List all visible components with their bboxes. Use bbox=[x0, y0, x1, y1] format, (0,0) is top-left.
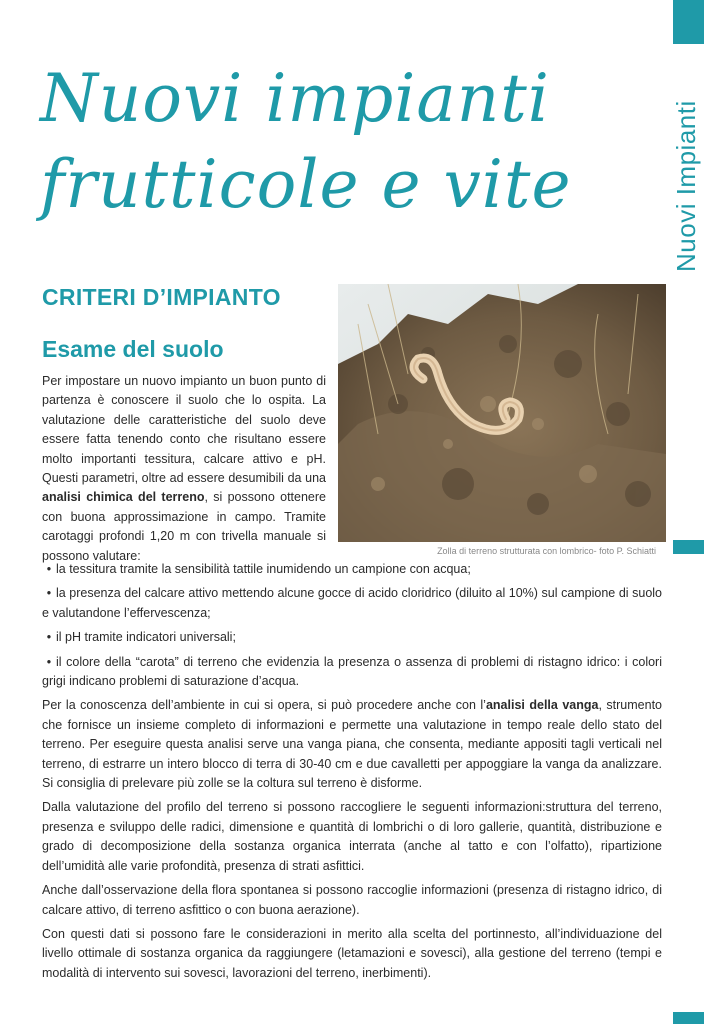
intro-text-1: Per impostare un nuovo impianto un buon punto di partenza è conoscere il suolo che lo ospita. La valutazione delle caratteristiche del suolo deve essere fatta tenendo conto che risultano essere molto importanti tessitura, calcare attivo e pH. Questi parametri, oltre ad essere desumibili da una bbox=[42, 374, 326, 486]
list-item: • la presenza del calcare attivo mettendo alcune gocce di acido cloridrico (diluito al 10%) sul campione di suolo e valutandone l’effervescenza; bbox=[42, 586, 662, 620]
photo-caption: Zolla di terreno strutturata con lombrico- foto P. Schiatti bbox=[437, 546, 656, 556]
page-title bbox=[40, 56, 670, 228]
list-item: • il colore della “carota” di terreno che evidenzia la presenza o assenza di problemi di ristagno idrico: i colori grigi indicano problemi di saturazione d’acqua. bbox=[42, 654, 662, 689]
title-line-1: Nuovi impianti bbox=[40, 60, 550, 137]
list-item-text: il pH tramite indicatori universali; bbox=[56, 630, 236, 645]
paragraph: Dalla valutazione del profilo del terreno si possono raccogliere le seguenti informazioni:struttura del terreno, presenza e sviluppo delle radici, dimensione e quantità di lombrichi o di loro gallerie, quantità, distribuzione e grado di decomposizione della sostanza organica interrata (anche al tatto e con l’olfatto), ripartizione dell’umidità alle varie profondità, presenza di strati asfittici. bbox=[42, 800, 662, 873]
soil-photo bbox=[338, 284, 666, 542]
intro-bold: analisi chimica del terreno bbox=[42, 490, 205, 505]
main-body bbox=[42, 560, 662, 988]
paragraph: Anche dall’osservazione della flora spontanea si possono raccoglie informazioni (presenza di ristagno idrico, di calcare attivo, di terreno asfittico o con buona aerazione). bbox=[42, 883, 662, 917]
list-item-text: la presenza del calcare attivo mettendo alcune gocce di acido cloridrico (diluito al 10%) sul campione di suolo e valutandone l’effervescenza; bbox=[42, 586, 662, 620]
soil-earthworm-illustration bbox=[338, 284, 666, 542]
side-title: Nuovi Impianti bbox=[671, 100, 701, 272]
section-heading: CRITERI D’IMPIANTO bbox=[42, 284, 281, 310]
paragraph: Con questi dati si possono fare le considerazioni in merito alla scelta del portinnesto, all’individuazione del livello ottimale di sostanza organica da raggiungere (letamazioni e sovesci), alla gestione del terreno (tempi e modalità di intervento sui sovesci, lavorazioni del terreno, inerbimenti). bbox=[42, 926, 662, 980]
vanga-text-2: , strumento che fornisce un insieme completo di informazioni e permette una valutazione in tempo reale dello stato del terreno. Per eseguire questa analisi serve una vanga piana, che consenta, mediante appositi tagli verticali nel terreno, di estrarre un intero blocco di terra di 30-40 cm e due cavalletti per appoggiare la vanga da analizzare. Si consiglia di prelevare più zolle se la coltura sul terreno è disforme. bbox=[42, 698, 663, 791]
paragraph-vanga bbox=[42, 696, 662, 793]
list-item-text: il colore della “carota” di terreno che evidenzia la presenza o assenza di problemi di ristagno idrico: i colori grigi indicano problemi di saturazione d’acqua. bbox=[42, 654, 662, 689]
list-item: • il pH tramite indicatori universali; bbox=[46, 630, 236, 645]
corner-tab bbox=[673, 0, 704, 44]
vanga-bold: analisi della vanga bbox=[485, 698, 599, 713]
intro-paragraph bbox=[42, 372, 326, 566]
title-line-2: frutticole e vite bbox=[40, 146, 572, 223]
side-bar bbox=[673, 540, 704, 554]
footer-bar bbox=[673, 1012, 704, 1024]
list-item-text: la tessitura tramite la sensibilità tattile inumidendo un campione con acqua; bbox=[56, 562, 471, 576]
intro-text-2: , si possono ottenere con buona approssimazione in campo. Tramite carotaggi profondi 1,20 m con trivella manuale si possono valutare: bbox=[42, 490, 326, 563]
subsection-heading: Esame del suolo bbox=[42, 336, 224, 362]
vanga-text-1: Per la conoscenza dell’ambiente in cui si opera, si può procedere anche con l’ bbox=[42, 698, 486, 713]
list-item: • la tessitura tramite la sensibilità tattile inumidendo un campione con acqua; bbox=[46, 562, 471, 576]
